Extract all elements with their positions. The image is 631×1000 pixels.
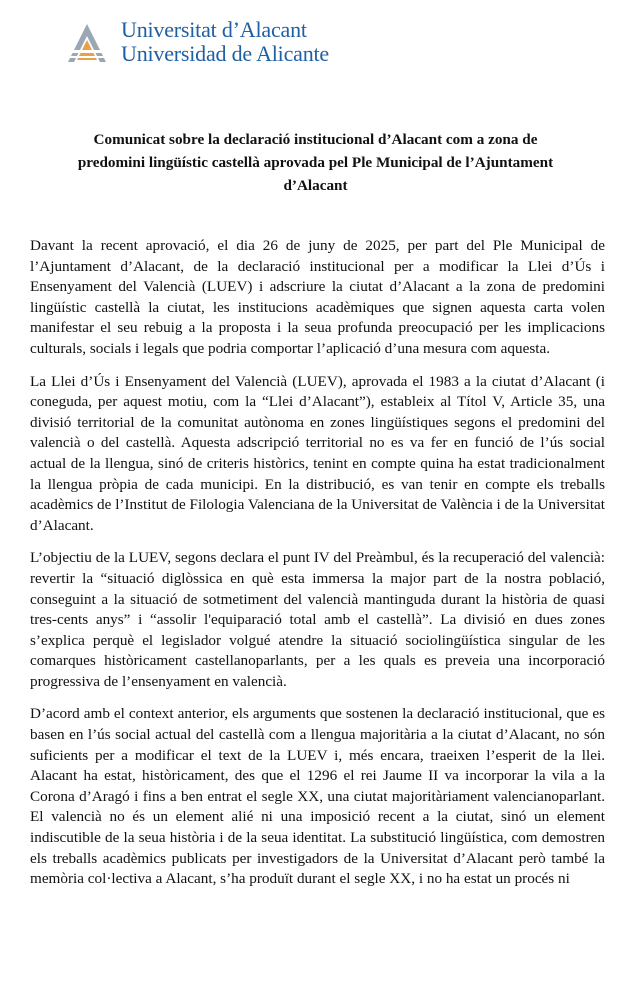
- university-header: [64, 8, 364, 74]
- paragraph-4: D’acord amb el context anterior, els arguments que sostenen la declaració institucional, que es basen en l’ús social actual del castellà com a llengua majoritària a la ciutat d’Alacant, no són suficients per a modificar el text de la LUEV i, més encara, traeixen l’esperit de la llei. Alacant ha estat, històricament, des que el 1296 el rei Jaume II va incorporar la vila a la Corona d’Aragó i fins a ben entrat el segle XX, una ciutat majoritàriament valencianoparlant. El valencià no és un element alié ni una imposició recent a la ciutat, sinó un element indiscutible de la seua història i de la seua identitat. La substitució lingüística, com demostren els treballs acadèmics publicats per investigadors de la Universitat d’Alacant però també la memòria col·lectiva a Alacant, s’ha produït durant el segle XX, i no ha estat un procés ni: [30, 705, 605, 888]
- university-name-line1: Universitat d’Alacant: [121, 17, 307, 42]
- university-name: [121, 18, 329, 66]
- university-logo-icon: [64, 20, 110, 66]
- paragraph-3: L’objectiu de la LUEV, segons declara el punt IV del Preàmbul, és la recuperació del valencià: revertir la “situació diglòssica en què esta immersa la major part de la nostra població, conseguint a la situació de sotmetiment del valencià mantinguda durant la història de quasi tres-cents anys” i “assolir l'equiparació total amb el castellà”. La divisió en dues zones s’explica perquè el legislador volgué atendre la situació sociolingüística singular de les comarques històricament castellanoparlants, per a les quals es preveia una incorporació progressiva de l’ensenyament en valencià.: [30, 549, 605, 690]
- paragraph-2: La Llei d’Ús i Ensenyament del Valencià (LUEV), aprovada el 1983 a la ciutat d’Alacant (i coneguda, per aquest motiu, com la “Llei d’Alacant”), estableix al Títol V, Article 35, una divisió territorial de la comunitat autònoma en zones lingüístiques segons el predomini del valencià o del castellà. Aquesta adscripció territorial no es va fer en funció de l’ús social actual de la llengua, sinó de criteris històrics, tenint en compte quina ha estat tradicionalment la llengua pròpia de cada municipi. En la distribució, es van tenir en compte els treballs acadèmics de l’Institut de Filologia Valenciana de la Universitat de València i de la Universitat d’Alacant.: [30, 372, 605, 534]
- document-body: [30, 236, 605, 902]
- university-name-line2: Universidad de Alicante: [121, 41, 329, 66]
- paragraph-1: Davant la recent aprovació, el dia 26 de juny de 2025, per part del Ple Municipal de l’Ajuntament d’Alacant, de la declaració institucional per a modificar la Llei d’Ús i Ensenyament del Valencià (LUEV) i adscriure la ciutat d’Alacant a la zona de predomini lingüístic castellà la ciutat, les institucions acadèmiques que signen aquesta carta volen manifestar el seu rebuig a la proposta i la seua profunda preocupació per les implicacions culturals, socials i legals que podria comportar l’aplicació d’una mesura com aquesta.: [30, 237, 605, 357]
- page-title: Comunicat sobre la declaració institucional d’Alacant com a zona de predomini lingüístic castellà aprovada pel Ple Municipal de l’Ajuntament d’Alacant: [77, 131, 554, 194]
